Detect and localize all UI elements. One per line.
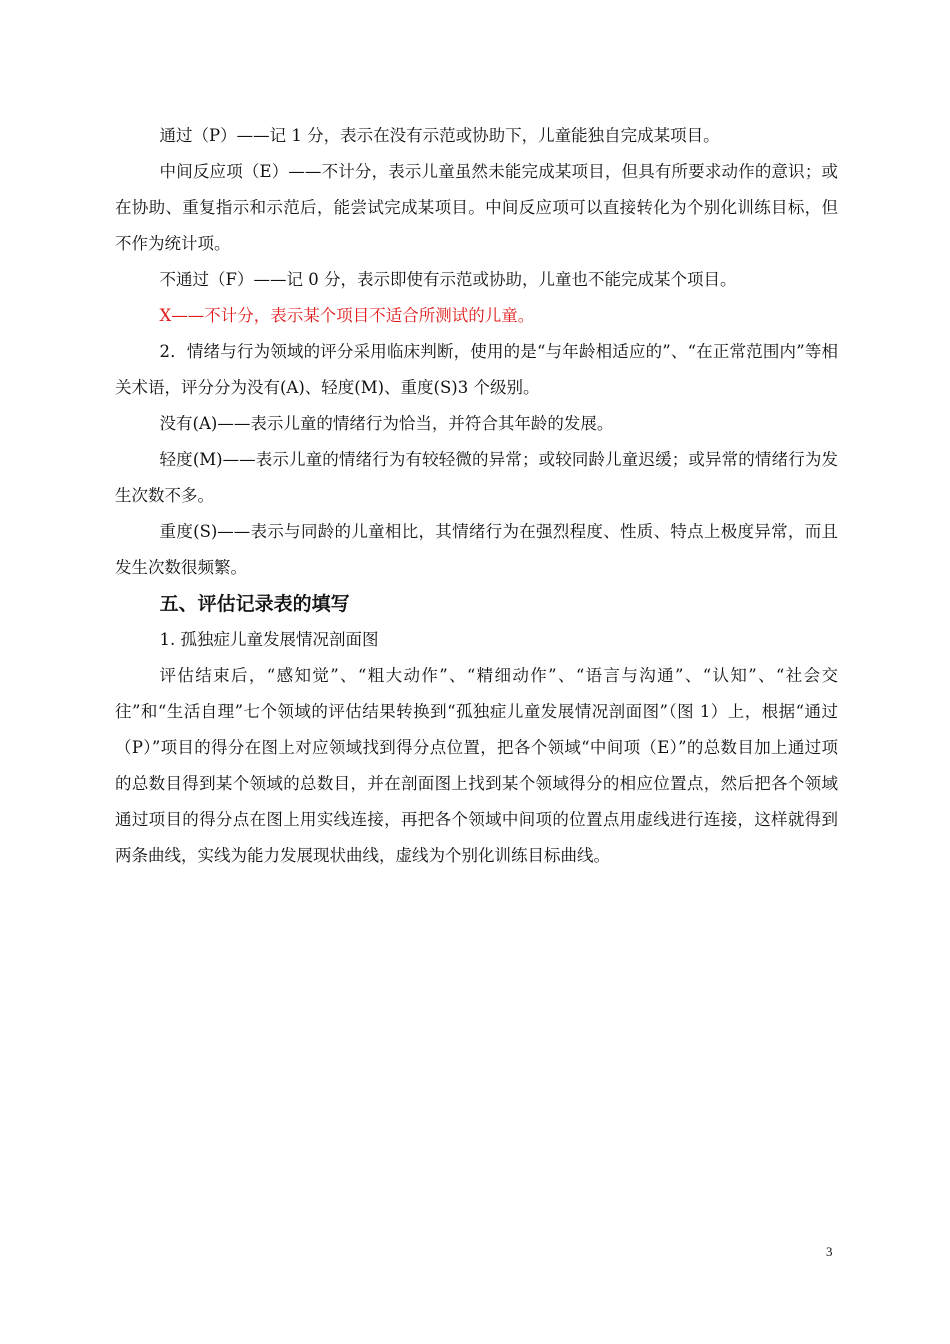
paragraph-x-definition: X——不计分，表示某个项目不适合所测试的儿童。	[159, 306, 535, 325]
section-heading: 五、评估记录表的填写	[159, 593, 350, 615]
page-number: 3	[826, 1244, 833, 1259]
paragraph-profile-chart-instructions: 评估结束后，“感知觉”、“粗大动作”、“精细动作”、“语言与沟通”、“认知”、“社会交往”和“生活自理”七个领域的评估结果转换到“孤独症儿童发展情况剖面图”（图 1）上，根据“通过（P）”项目的得分在图上对应领域找到得分点位置，把各个领域“中间项（E）”的总数目加上通过项的总数目得到某个领域的总数目，并在剖面图上找到某个领域得分的相应位置点，然后把各个领域通过项目的得分点在图上用实线连接，再把各个领域中间项的位置点用虚线进行连接，这样就得到两条曲线，实线为能力发展现状曲线，虚线为个别化训练目标曲线。	[115, 666, 838, 865]
paragraph-pass-definition: 通过（P）——记 1 分，表示在没有示范或协助下，儿童能独自完成某项目。	[159, 126, 720, 145]
paragraph-fail-definition: 不通过（F）——记 0 分，表示即使有示范或协助，儿童也不能完成某个项目。	[159, 270, 737, 289]
paragraph-emotion-behavior-scoring: 2．情绪与行为领域的评分采用临床判断，使用的是“与年龄相适应的”、“在正常范围内”等相关术语，评分分为没有(A)、轻度(M)、重度(S)3 个级别。	[115, 342, 838, 397]
paragraph-absent-definition: 没有(A)——表示儿童的情绪行为恰当，并符合其年龄的发展。	[159, 414, 614, 433]
document-body	[115, 118, 838, 874]
sub-heading: 1. 孤独症儿童发展情况剖面图	[159, 630, 379, 649]
paragraph-mild-definition: 轻度(M)——表示儿童的情绪行为有较轻微的异常；或较同龄儿童迟缓；或异常的情绪行为发生次数不多。	[115, 450, 838, 505]
paragraph-emerging-definition: 中间反应项（E）——不计分，表示儿童虽然未能完成某项目，但具有所要求动作的意识；或在协助、重复指示和示范后，能尝试完成某项目。中间反应项可以直接转化为个别化训练目标，但不作为统计项。	[115, 162, 838, 253]
paragraph-severe-definition: 重度(S)——表示与同龄的儿童相比，其情绪行为在强烈程度、性质、特点上极度异常，而且发生次数很频繁。	[115, 522, 838, 577]
